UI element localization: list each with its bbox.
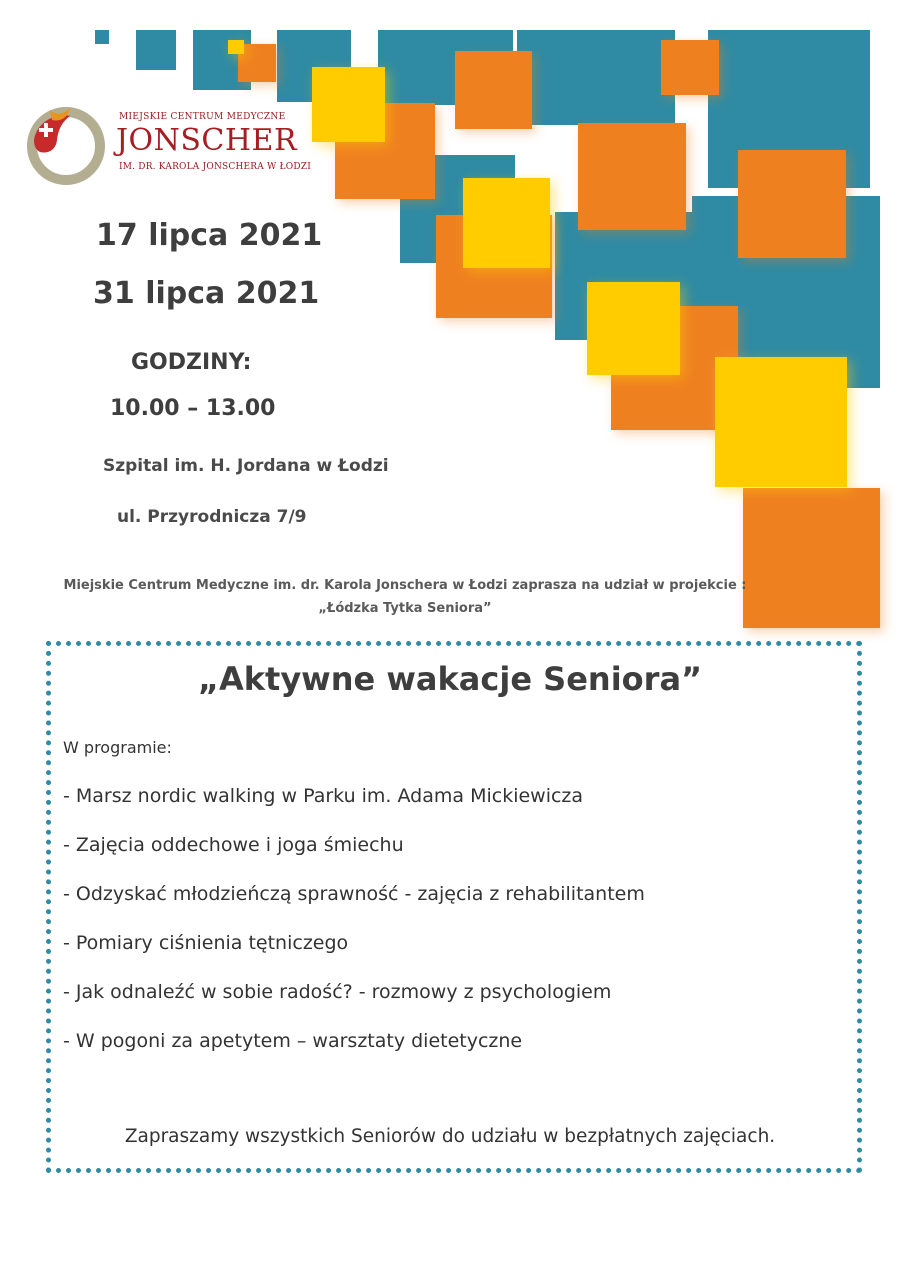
logo-subtitle-top: MIEJSKIE CENTRUM MEDYCZNE	[119, 112, 286, 122]
organization-logo	[26, 106, 326, 186]
mosaic-square	[578, 123, 686, 230]
program-intro: W programie:	[63, 738, 172, 757]
program-item: - W pogoni za apetytem – warsztaty dietetyczne	[63, 1030, 523, 1052]
mosaic-square	[587, 282, 680, 375]
program-list	[63, 783, 645, 1077]
mosaic-square	[455, 51, 532, 129]
event-date-1: 17 lipca 2021	[96, 218, 323, 253]
hours-label: GODZINY:	[131, 350, 252, 375]
mosaic-square	[661, 40, 719, 95]
event-title: „Aktywne wakacje Seniora”	[197, 660, 703, 698]
invitation-text: Miejskie Centrum Medyczne im. dr. Karola Jonschera w Łodzi zaprasza na udział w projekcie :	[63, 578, 747, 593]
jonscher-emblem-icon	[26, 106, 106, 186]
venue-address: ul. Przyrodnicza 7/9	[117, 507, 307, 527]
mosaic-square	[517, 30, 675, 125]
project-name: „Łódzka Tytka Seniora”	[318, 601, 492, 616]
logo-name: JONSCHER	[116, 123, 298, 158]
program-item: - Odzyskać młodzieńczą sprawność - zajęcia z rehabilitantem	[63, 883, 645, 905]
program-item: - Marsz nordic walking w Parku im. Adama Mickiewicza	[63, 785, 584, 807]
logo-subtitle-bottom: IM. DR. KAROLA JONSCHERA W ŁODZI	[119, 162, 311, 172]
venue-name: Szpital im. H. Jordana w Łodzi	[103, 456, 389, 476]
program-item: - Zajęcia oddechowe i joga śmiechu	[63, 834, 404, 856]
closing-note: Zapraszamy wszystkich Seniorów do udziału w bezpłatnych zajęciach.	[124, 1126, 776, 1147]
mosaic-square	[715, 357, 847, 487]
mosaic-square	[136, 30, 176, 70]
program-item: - Jak odnaleźć w sobie radość? - rozmowy z psychologiem	[63, 981, 612, 1003]
event-date-2: 31 lipca 2021	[93, 276, 320, 311]
mosaic-square	[95, 30, 109, 44]
mosaic-square	[463, 178, 550, 268]
mosaic-square	[228, 40, 244, 54]
hours-value: 10.00 – 13.00	[110, 396, 276, 421]
mosaic-square	[738, 150, 846, 258]
program-item: - Pomiary ciśnienia tętniczego	[63, 932, 349, 954]
